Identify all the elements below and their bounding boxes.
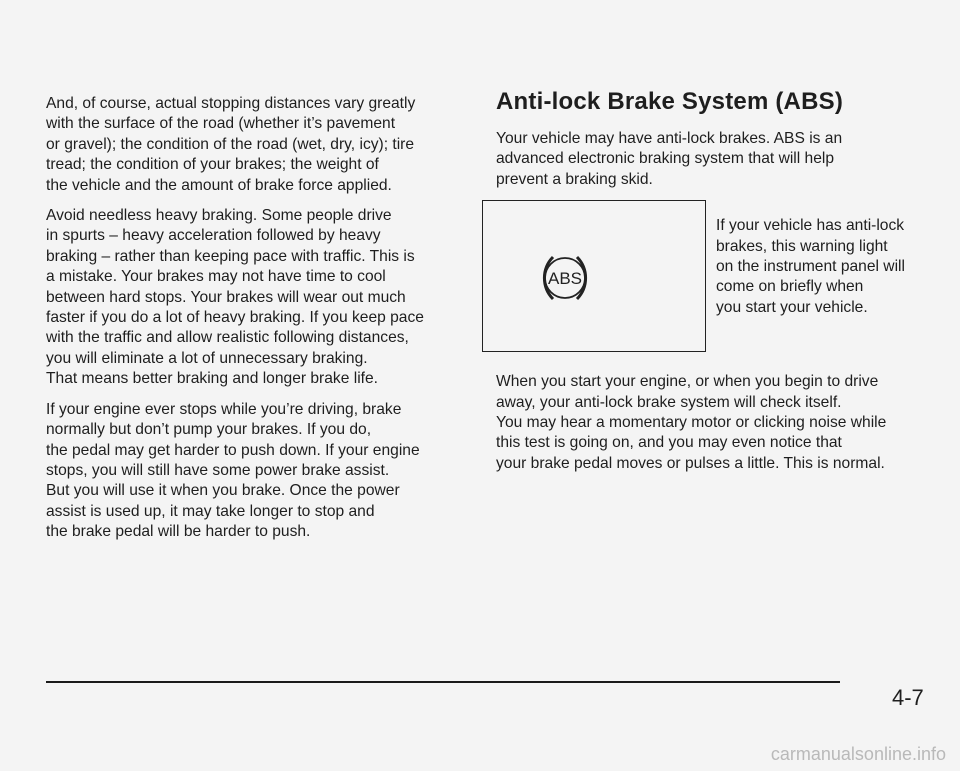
abs-warning-light-icon xyxy=(483,201,707,353)
abs-symbol-box xyxy=(482,200,706,352)
site-watermark: carmanualsonline.info xyxy=(770,744,946,764)
abs-intro-paragraph: Your vehicle may have anti-lock brakes. ABS is an advanced electronic braking system that will help prevent a braking skid. xyxy=(496,130,843,188)
left-column xyxy=(46,94,466,553)
abs-self-check-paragraph: When you start your engine, or when you begin to drive away, your anti-lock brake system will check itself. You may hear a momentary motor or clicking noise while this test is going on, and you may even notice that your brake pedal moves or pulses a little. This is normal. xyxy=(496,373,887,472)
abs-symbol-text: ABS xyxy=(547,269,583,289)
heavy-braking-paragraph: Avoid needless heavy braking. Some people drive in spurts – heavy acceleration followed by heavy braking – rather than keeping pace with traffic. This is a mistake. Your brakes may not have time to cool between hard stops. Your brakes will wear out much faster if you do a lot of heavy braking. If you keep pace with the traffic and allow realistic following distances, you will eliminate a lot of unnecessary braking. That means better braking and longer brake life. xyxy=(46,207,424,388)
abs-warning-figure xyxy=(496,200,936,358)
footer-rule xyxy=(46,681,840,683)
stopping-distance-paragraph: And, of course, actual stopping distances vary greatly with the surface of the road (whether it’s pavement or gravel); the condition of the road (wet, dry, icy); tire tread; the condition of your brakes; the weight of the vehicle and the amount of brake force applied. xyxy=(46,95,416,194)
page-number: 4-7 xyxy=(892,685,924,710)
abs-light-caption: If your vehicle has anti-lock brakes, this warning light on the instrument panel will come on briefly when you start your vehicle. xyxy=(716,217,905,316)
section-heading: Anti-lock Brake System (ABS) xyxy=(496,88,844,115)
engine-stop-paragraph: If your engine ever stops while you’re driving, brake normally but don’t pump your brakes. If you do, the pedal may get harder to push down. If your engine stops, you will still have some power brake assist. But you will use it when you brake. Once the power assist is used up, it may take longer to stop and the brake pedal will be harder to push. xyxy=(46,400,420,541)
right-column xyxy=(496,88,936,484)
